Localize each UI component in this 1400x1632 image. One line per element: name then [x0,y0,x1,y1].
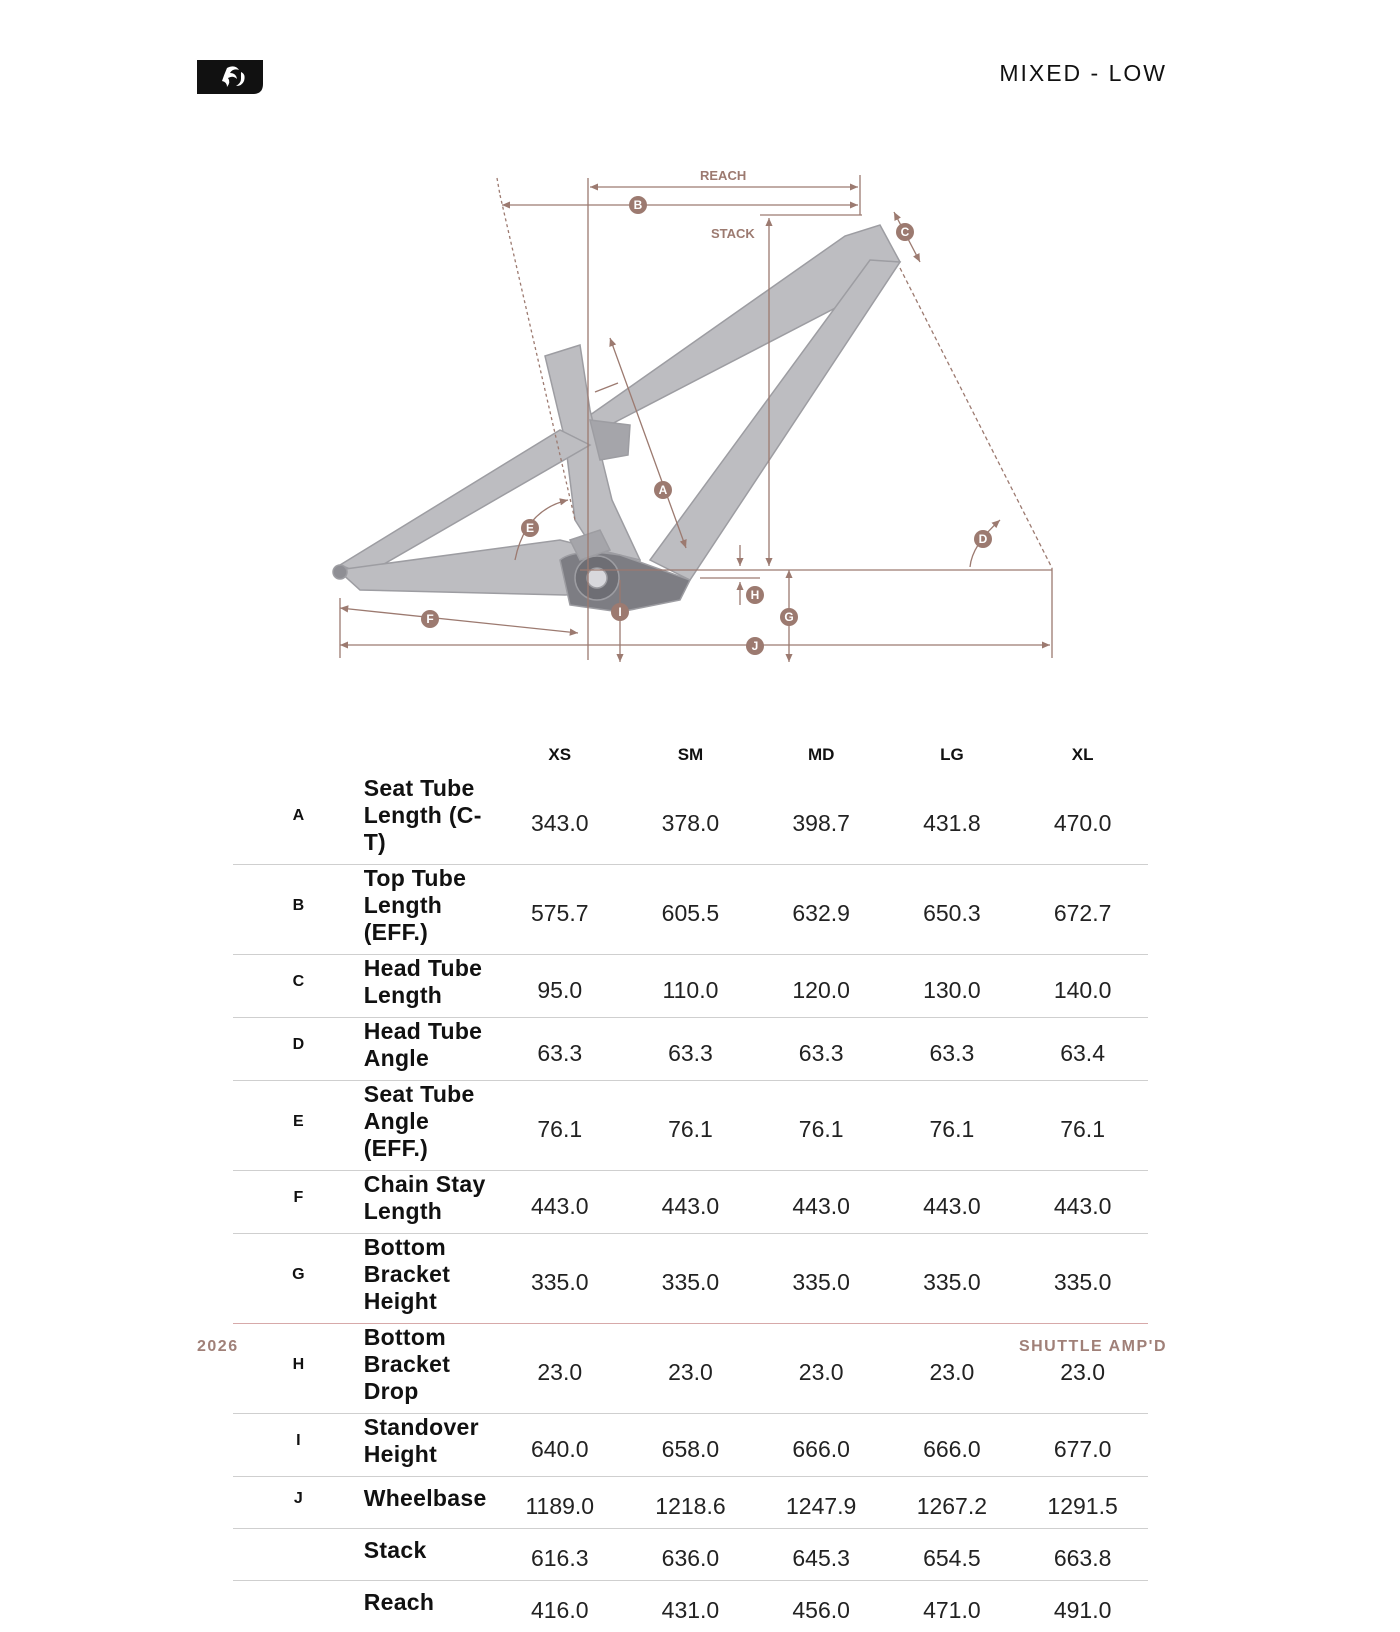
value-cell: 616.3 [494,1529,625,1581]
row-label: Bottom Bracket Height [364,1234,495,1324]
value-cell: 575.7 [494,865,625,955]
value-cell: 658.0 [625,1414,756,1477]
value-cell: 63.3 [887,1018,1018,1081]
value-cell: 76.1 [887,1081,1018,1171]
marker-badge-a [654,481,672,499]
value-cell: 140.0 [1017,955,1148,1018]
table-row [233,1081,1148,1171]
value-cell: 1247.9 [756,1477,887,1529]
value-cell: 1189.0 [494,1477,625,1529]
value-cell: 645.3 [756,1529,887,1581]
frame-geometry-diagram [0,0,1400,700]
value-cell: 632.9 [756,865,887,955]
value-cell: 23.0 [756,1324,887,1414]
value-cell: 636.0 [625,1529,756,1581]
row-label: Standover Height [364,1414,495,1477]
row-letter: G [233,1234,364,1324]
value-cell: 491.0 [1017,1581,1148,1632]
value-cell: 663.8 [1017,1529,1148,1581]
value-cell: 640.0 [494,1414,625,1477]
value-cell: 1291.5 [1017,1477,1148,1529]
table-header-row [233,735,1148,775]
table-row [233,775,1148,865]
footer-model: SHUTTLE AMP'D [1019,1338,1167,1356]
size-header-md: MD [756,735,887,775]
value-cell: 335.0 [494,1234,625,1324]
marker-badge-h [746,586,764,604]
value-cell: 120.0 [756,955,887,1018]
value-cell: 76.1 [625,1081,756,1171]
marker-letter: E [526,521,534,535]
value-cell: 654.5 [887,1529,1018,1581]
size-header-xs: XS [494,735,625,775]
stack-label: STACK [711,226,755,241]
value-cell: 471.0 [887,1581,1018,1632]
value-cell: 76.1 [756,1081,887,1171]
table-row [233,1171,1148,1234]
marker-badge-e [521,519,539,537]
page-title: MIXED - LOW [999,60,1167,87]
letter-column-header [233,735,364,775]
table-row [233,865,1148,955]
size-header-sm: SM [625,735,756,775]
marker-badge-c [896,223,914,241]
value-cell: 443.0 [887,1171,1018,1234]
value-cell: 443.0 [756,1171,887,1234]
row-label: Bottom Bracket Drop [364,1324,495,1414]
measurement-column-header [364,735,495,775]
table-row [233,1581,1148,1632]
row-letter: H [233,1324,364,1414]
row-label: Head Tube Length [364,955,495,1018]
value-cell: 335.0 [887,1234,1018,1324]
value-cell: 76.1 [1017,1081,1148,1171]
value-cell: 23.0 [494,1324,625,1414]
value-cell: 76.1 [494,1081,625,1171]
value-cell: 666.0 [756,1414,887,1477]
row-letter: F [233,1171,364,1234]
marker-letter: A [659,483,668,497]
value-cell: 650.3 [887,865,1018,955]
value-cell: 343.0 [494,775,625,865]
row-letter: E [233,1081,364,1171]
table-row [233,1018,1148,1081]
table-row [233,1234,1148,1324]
value-cell: 335.0 [625,1234,756,1324]
value-cell: 335.0 [1017,1234,1148,1324]
marker-badge-g [780,608,798,626]
value-cell: 23.0 [625,1324,756,1414]
marker-letter: I [618,605,621,619]
value-cell: 416.0 [494,1581,625,1632]
marker-badge-b [629,196,647,214]
value-cell: 1218.6 [625,1477,756,1529]
value-cell: 110.0 [625,955,756,1018]
row-label: Chain Stay Length [364,1171,495,1234]
reach-label: REACH [700,168,746,183]
value-cell: 63.4 [1017,1018,1148,1081]
value-cell: 456.0 [756,1581,887,1632]
row-label: Stack [364,1529,495,1581]
value-cell: 23.0 [1017,1324,1148,1414]
row-letter: A [233,775,364,865]
row-label: Seat Tube Length (C-T) [364,775,495,865]
value-cell: 443.0 [494,1171,625,1234]
value-cell: 378.0 [625,775,756,865]
value-cell: 63.3 [494,1018,625,1081]
value-cell: 666.0 [887,1414,1018,1477]
value-cell: 431.0 [625,1581,756,1632]
value-cell: 95.0 [494,955,625,1018]
row-label: Head Tube Angle [364,1018,495,1081]
value-cell: 470.0 [1017,775,1148,865]
row-label: Seat Tube Angle (EFF.) [364,1081,495,1171]
value-cell: 335.0 [756,1234,887,1324]
row-label: Reach [364,1581,495,1632]
bike-frame [333,225,900,612]
footer-year: 2026 [197,1338,239,1356]
marker-letter: C [901,225,910,239]
marker-badge-f [421,610,439,628]
value-cell: 63.3 [625,1018,756,1081]
row-letter: B [233,865,364,955]
marker-letter: G [784,610,793,624]
table-row [233,1477,1148,1529]
table-row [233,955,1148,1018]
value-cell: 130.0 [887,955,1018,1018]
marker-letter: J [752,639,759,653]
marker-letter: F [426,612,433,626]
row-letter [233,1581,364,1632]
row-letter [233,1529,364,1581]
row-letter: J [233,1477,364,1529]
row-letter: D [233,1018,364,1081]
value-cell: 398.7 [756,775,887,865]
value-cell: 443.0 [1017,1171,1148,1234]
row-label: Top Tube Length (EFF.) [364,865,495,955]
marker-letter: B [634,198,643,212]
value-cell: 677.0 [1017,1414,1148,1477]
marker-badge-i [611,603,629,621]
value-cell: 605.5 [625,865,756,955]
size-header-lg: LG [887,735,1018,775]
row-letter: I [233,1414,364,1477]
table-row [233,1324,1148,1414]
geometry-table [233,735,1148,1632]
value-cell: 23.0 [887,1324,1018,1414]
size-header-xl: XL [1017,735,1148,775]
table-row [233,1529,1148,1581]
marker-badge-d [974,530,992,548]
marker-letter: H [751,588,760,602]
value-cell: 431.8 [887,775,1018,865]
marker-badge-j [746,637,764,655]
table-row [233,1414,1148,1477]
value-cell: 63.3 [756,1018,887,1081]
value-cell: 672.7 [1017,865,1148,955]
value-cell: 443.0 [625,1171,756,1234]
row-letter: C [233,955,364,1018]
value-cell: 1267.2 [887,1477,1018,1529]
row-label: Wheelbase [364,1477,495,1529]
marker-letter: D [979,532,988,546]
